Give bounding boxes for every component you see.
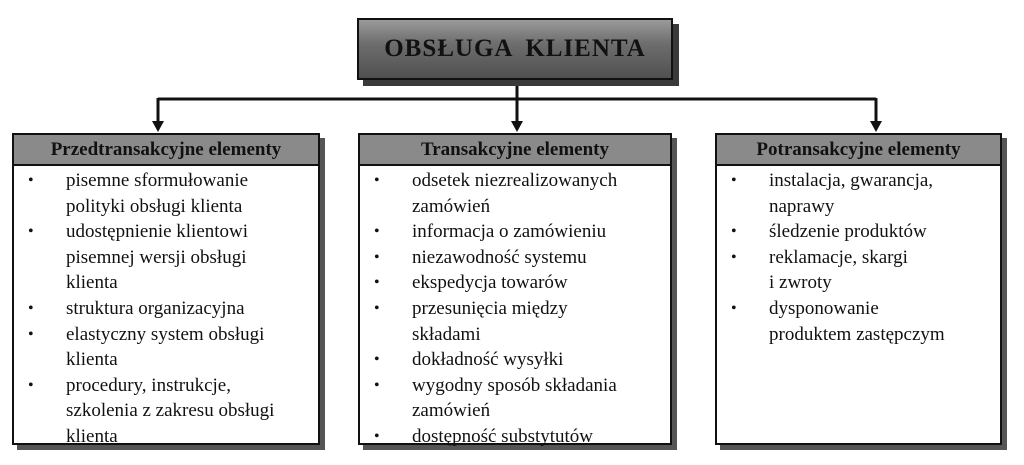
- root-node: [357, 18, 673, 80]
- list-item-line: udostępnienie klientowi: [66, 221, 249, 243]
- list-item-text: [66, 373, 312, 450]
- list-item-line: klienta: [66, 349, 118, 371]
- list-item-line: klienta: [66, 272, 118, 294]
- list-item-line: i zwroty: [769, 272, 832, 294]
- bullet-icon: •: [374, 427, 380, 445]
- list-item: [366, 296, 664, 347]
- list-item-text: [769, 168, 994, 219]
- bullet-icon: •: [731, 223, 737, 241]
- bullet-icon: •: [28, 299, 34, 317]
- list-item-text: [412, 219, 664, 245]
- list-item-line: produktem zastępczym: [769, 323, 945, 345]
- list-item-line: składami: [412, 323, 481, 345]
- column-heading: Transakcyjne elementy: [360, 135, 670, 166]
- column-posttransaction: [715, 133, 1002, 445]
- list-item-line: elastyczny system obsługi: [66, 323, 265, 345]
- list-item-line: struktura organizacyjna: [66, 297, 245, 319]
- list-item-line: dostępność substytutów: [412, 425, 594, 447]
- list-item-line: przesunięcia między: [412, 297, 568, 319]
- list-item-line: odsetek niezrealizowanych: [412, 170, 618, 191]
- list-item-line: zamówień: [412, 400, 491, 422]
- column-heading: Przedtransakcyjne elementy: [14, 135, 318, 166]
- list-item: [20, 219, 312, 296]
- list-item-text: [412, 168, 664, 219]
- bullet-icon: •: [374, 351, 380, 369]
- arrowhead-left-icon: [152, 121, 164, 132]
- list-item-line: polityki obsługi klienta: [66, 195, 243, 217]
- list-item-line: szkolenia z zakresu obsługi: [66, 400, 275, 422]
- list-item-line: instalacja, gwarancja,: [769, 170, 934, 191]
- list-item: [723, 296, 994, 347]
- bullet-icon: •: [731, 248, 737, 266]
- list-item: [723, 168, 994, 219]
- list-item-text: [412, 373, 664, 424]
- list-item-text: [412, 245, 664, 271]
- list-item-text: [769, 296, 994, 347]
- column-list: [14, 166, 318, 450]
- column-pretransaction: [12, 133, 320, 445]
- list-item-line: procedury, instrukcje,: [66, 374, 231, 396]
- list-item-text: [412, 270, 664, 296]
- list-item: [366, 424, 664, 450]
- list-item-text: [66, 168, 312, 219]
- list-item-line: dokładność wysyłki: [412, 349, 564, 371]
- list-item-line: reklamacje, skargi: [769, 246, 908, 268]
- bullet-icon: •: [28, 376, 34, 394]
- list-item-line: niezawodność systemu: [412, 246, 587, 268]
- list-item-text: [412, 296, 664, 347]
- list-item-text: [412, 347, 664, 373]
- bullet-icon: •: [374, 172, 380, 189]
- list-item-text: [66, 296, 312, 322]
- column-heading: Potransakcyjne elementy: [717, 135, 1000, 166]
- bullet-icon: •: [374, 299, 380, 317]
- bullet-icon: •: [731, 172, 737, 189]
- list-item-line: zamówień: [412, 195, 491, 217]
- bullet-icon: •: [731, 299, 737, 317]
- list-item: [20, 296, 312, 322]
- arrowhead-right-icon: [870, 121, 882, 132]
- list-item: [366, 168, 664, 219]
- list-item: [366, 245, 664, 271]
- bullet-icon: •: [374, 274, 380, 292]
- bullet-icon: •: [28, 172, 34, 189]
- list-item: [723, 245, 994, 296]
- list-item: [366, 347, 664, 373]
- list-item-text: [769, 245, 994, 296]
- list-item-line: pisemnej wersji obsługi: [66, 246, 247, 268]
- list-item: [20, 322, 312, 373]
- list-item-text: [769, 219, 994, 245]
- list-item-text: [66, 219, 312, 296]
- column-list: [717, 166, 1000, 347]
- bullet-icon: •: [374, 376, 380, 394]
- root-title: OBSŁUGA KLIENTA: [384, 35, 646, 62]
- arrowhead-center-icon: [511, 121, 523, 132]
- list-item-line: informacja o zamówieniu: [412, 221, 607, 243]
- list-item: [20, 168, 312, 219]
- bullet-icon: •: [374, 223, 380, 241]
- list-item-text: [66, 322, 312, 373]
- bullet-icon: •: [374, 248, 380, 266]
- bullet-icon: •: [28, 223, 34, 241]
- list-item-line: wygodny sposób składania: [412, 374, 617, 396]
- list-item-line: dysponowanie: [769, 297, 879, 319]
- list-item-line: pisemne sformułowanie: [66, 170, 249, 191]
- list-item: [723, 219, 994, 245]
- list-item: [366, 219, 664, 245]
- list-item: [366, 270, 664, 296]
- bullet-icon: •: [28, 325, 34, 343]
- list-item-line: naprawy: [769, 195, 835, 217]
- list-item: [20, 373, 312, 450]
- list-item: [366, 373, 664, 424]
- list-item-line: klienta: [66, 425, 118, 447]
- column-transaction: [358, 133, 672, 445]
- column-list: [360, 166, 670, 450]
- list-item-text: [412, 424, 664, 450]
- list-item-line: ekspedycja towarów: [412, 272, 568, 294]
- list-item-line: śledzenie produktów: [769, 221, 927, 243]
